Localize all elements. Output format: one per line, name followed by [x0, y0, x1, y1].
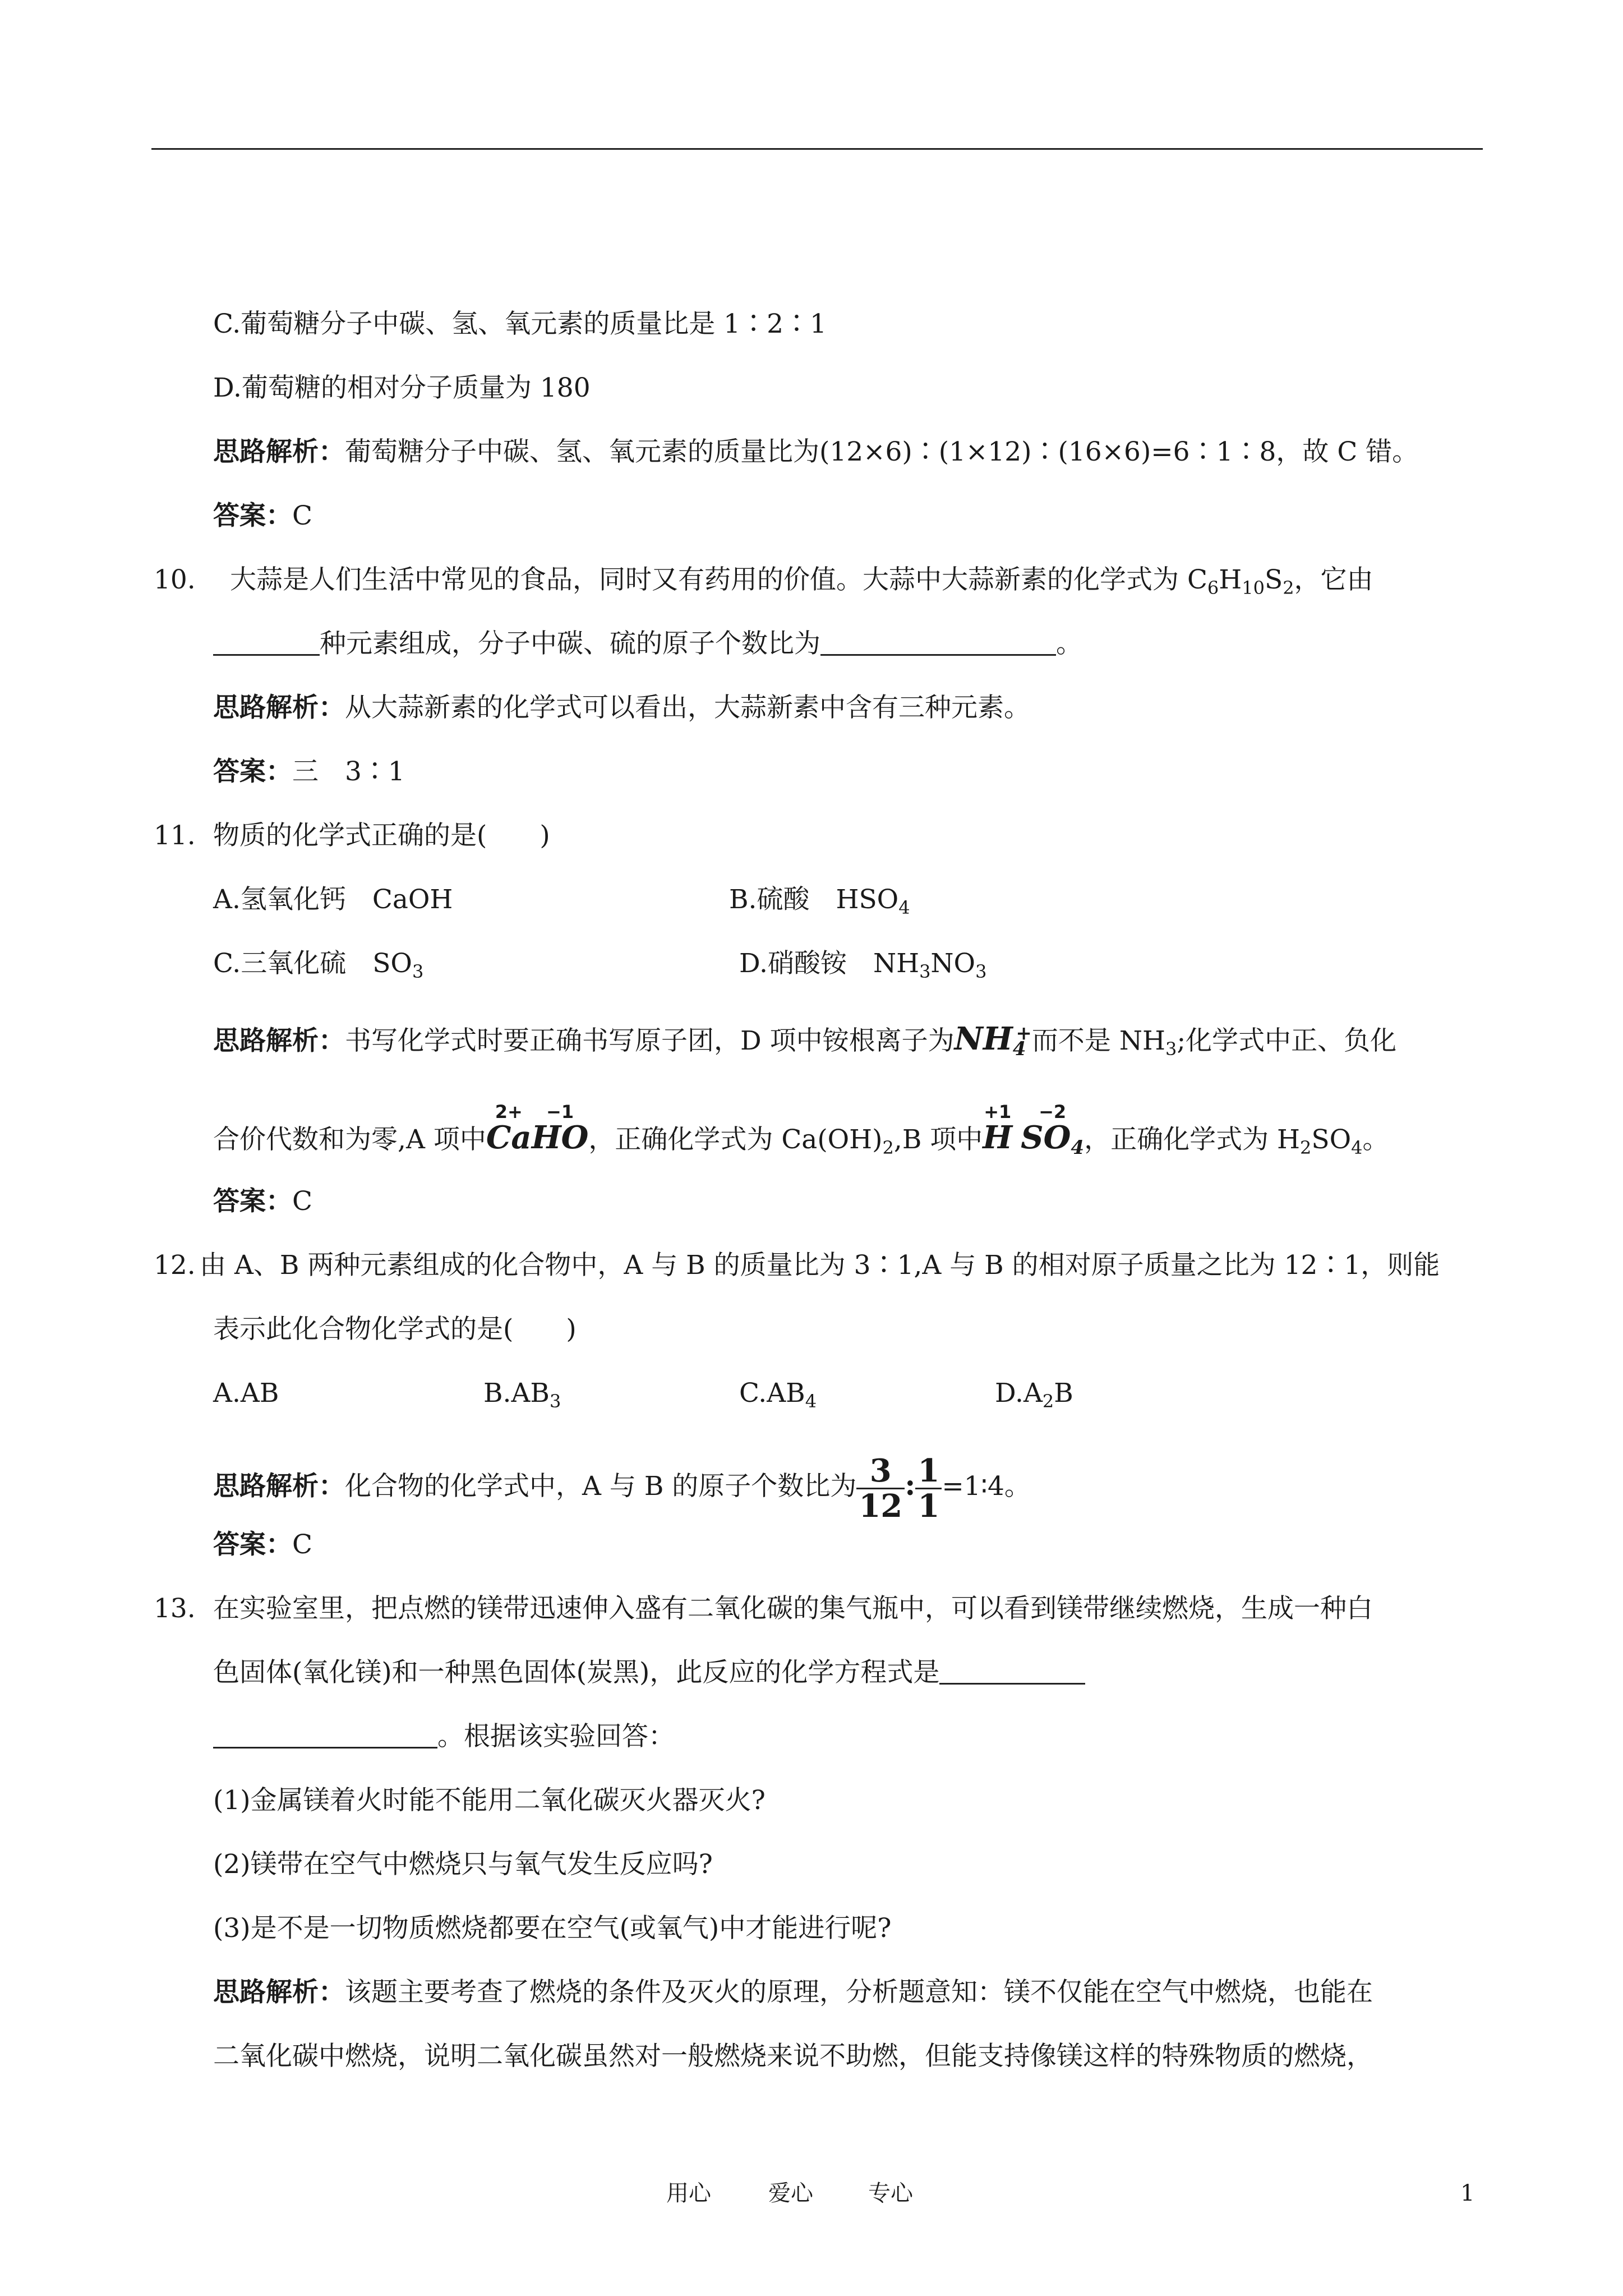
q12-option-b [483, 1377, 561, 1410]
q11-option-d-sub1: 3 [919, 961, 931, 982]
ammonium-sub: 4 [1012, 1038, 1026, 1060]
valence-mark: +1 [984, 1101, 1012, 1122]
answer-label: 答案： [213, 756, 292, 787]
answer-label: 答案： [213, 1529, 292, 1560]
q10-answer [213, 755, 405, 789]
q13-analysis [213, 1976, 1373, 2009]
fraction [915, 1454, 942, 1523]
answer-blank[interactable] [213, 1722, 437, 1749]
answer-text: C [292, 1186, 312, 1217]
q13-stem-line3-text: 。根据该实验回答： [437, 1721, 675, 1752]
fraction-denominator: 12 [859, 1487, 903, 1525]
q12-answer [213, 1528, 312, 1562]
q10-stem-a: 大蒜是人们生活中常见的食品，同时又有药用的价值。大蒜中大蒜新素的化学式为 C [230, 564, 1207, 595]
q13-stem-line3 [213, 1720, 675, 1754]
option-c: C.葡萄糖分子中碳、氢、氧元素的质量比是 1∶2∶1 [213, 309, 827, 339]
q11-option-b-text: B.硫酸 HSO [729, 884, 899, 915]
q10-line2-a: 种元素组成，分子中碳、硫的原子个数比为 [320, 628, 820, 659]
q10-stem-line2 [213, 627, 1082, 661]
q11-option-c [213, 947, 423, 981]
q13-subquestion-2: (2)镁带在空气中燃烧只与氧气发生反应吗? [213, 1849, 713, 1880]
analysis-text: ,B 项中 [893, 1124, 983, 1155]
q13-stem-line2-text: 色固体(氧化镁)和一种黑色固体(炭黑)，此反应的化学方程式是 [213, 1657, 940, 1688]
analysis-sub: 2 [1300, 1137, 1312, 1158]
analysis-text: 葡萄糖分子中碳、氢、氧元素的质量比为(12×6)∶(1×12)∶(16×6)=6∶1∶8，故 C 错。 [345, 436, 1419, 467]
element-symbol: H [983, 1119, 1013, 1156]
sulfate-valence [1021, 1101, 1085, 1159]
footer-slogan-2: 爱心 [768, 2180, 813, 2206]
q12-stem-line2: 表示此化合物化学式的是( ) [213, 1314, 577, 1345]
q12-option-c-text: C.AB [739, 1378, 805, 1409]
analysis-label: 思路解析： [213, 692, 345, 723]
q12-option-d-text: D.A [995, 1378, 1043, 1409]
q12-analysis [213, 1452, 1031, 1523]
analysis-text: 而不是 NH [1031, 1025, 1165, 1056]
analysis-text: ;化学式中正、负化 [1177, 1025, 1397, 1056]
q10-line2-b: 。 [1056, 628, 1082, 659]
q12-option-d [995, 1377, 1073, 1410]
answer-label: 答案： [213, 1186, 292, 1217]
option-d: D.葡萄糖的相对分子质量为 180 [213, 372, 591, 403]
q12-option-d-sub: 2 [1042, 1391, 1054, 1412]
q12-option-c [739, 1377, 817, 1410]
footer-slogan-1: 用心 [666, 2180, 711, 2206]
q9-analysis [213, 435, 1418, 469]
q11-option-c-sub: 3 [412, 961, 424, 982]
answer-blank[interactable] [939, 1658, 1085, 1685]
q12-option-d-text2: B [1054, 1378, 1073, 1409]
ammonium-sup: + [1016, 1022, 1032, 1045]
question-number-13: 13. [154, 1593, 196, 1624]
analysis-text: 书写化学式时要正确书写原子团，D 项中铵根离子为 [345, 1025, 955, 1056]
analysis-text: 从大蒜新素的化学式可以看出，大蒜新素中含有三种元素。 [345, 692, 1030, 723]
q11-option-c-text: C.三氧化硫 SO [213, 948, 412, 979]
valence-mark: −2 [1039, 1101, 1067, 1122]
analysis-text: 合价代数和为零,A 项中 [213, 1124, 486, 1155]
analysis-text: 化合物的化学式中，A 与 B 的原子个数比为 [345, 1471, 857, 1502]
fraction-numerator: 1 [915, 1454, 942, 1489]
q11-analysis-line2 [213, 1101, 1389, 1159]
analysis-label: 思路解析： [213, 1025, 345, 1056]
q10-analysis [213, 691, 1030, 725]
q13-subquestion-3: (3)是不是一切物质燃烧都要在空气(或氧气)中才能进行呢? [213, 1913, 892, 1944]
q11-option-b [729, 883, 910, 917]
q13-analysis-line2: 二氧化碳中燃烧，说明二氧化碳虽然对一般燃烧来说不助燃，但能支持像镁这样的特殊物质的燃烧， [213, 2041, 1373, 2072]
analysis-text: 该题主要考查了燃烧的条件及灭火的原理，分析题意知：镁不仅能在空气中燃烧，也能在 [345, 1977, 1373, 2008]
q13-stem-line2 [213, 1656, 1085, 1690]
element-symbol: Ca [486, 1119, 532, 1156]
hydrogen-valence [983, 1101, 1013, 1156]
q10-stem-c: S [1264, 564, 1283, 595]
q13-subquestion-1: (1)金属镁着火时能不能用二氧化碳灭火器灭火? [213, 1785, 766, 1816]
q13-stem: 在实验室里，把点燃的镁带迅速伸入盛有二氧化碳的集气瓶中，可以看到镁带继续燃烧，生成一种白 [213, 1593, 1373, 1624]
q11-option-d [739, 947, 986, 981]
question-number-10: 10. [154, 564, 196, 595]
answer-blank[interactable] [820, 629, 1056, 656]
q12-option-b-text: B.AB [483, 1378, 550, 1409]
q12-option-b-sub: 3 [549, 1391, 561, 1412]
q12-option-c-sub: 4 [805, 1391, 817, 1412]
answer-blank[interactable] [213, 629, 320, 656]
analysis-text: ，正确化学式为 H [1084, 1124, 1301, 1155]
q12-stem: 由 A、B 两种元素组成的化合物中，A 与 B 的质量比为 3∶1,A 与 B 的相对原子质量之比为 12∶1，则能 [200, 1250, 1440, 1281]
q10-sub1: 6 [1207, 577, 1219, 599]
analysis-text: ，正确化学式为 Ca(OH) [588, 1124, 883, 1155]
ratio-colon: : [905, 1468, 916, 1502]
q11-option-d-sub2: 3 [975, 961, 987, 982]
ammonium-symbol: NH [954, 1020, 1013, 1057]
element-symbol: HO [531, 1119, 589, 1156]
q11-stem: 物质的化学式正确的是( ) [213, 820, 550, 851]
answer-label: 答案： [213, 500, 292, 531]
fraction [856, 1454, 905, 1523]
q11-answer [213, 1185, 312, 1218]
analysis-sub: 4 [1351, 1137, 1363, 1158]
q11-option-b-sub: 4 [898, 897, 910, 918]
fraction-denominator: 1 [917, 1487, 940, 1525]
hydroxide-valence [531, 1101, 589, 1156]
answer-text: 三 3∶1 [292, 756, 405, 787]
analysis-sub: 3 [1165, 1038, 1177, 1060]
q11-analysis [213, 1022, 1396, 1058]
page-number: 1 [1460, 2180, 1475, 2206]
element-sub: 4 [1071, 1137, 1085, 1159]
analysis-label: 思路解析： [213, 436, 345, 467]
fraction-numerator: 3 [856, 1454, 905, 1489]
footer-slogan-3: 专心 [868, 2180, 913, 2206]
analysis-label: 思路解析： [213, 1977, 345, 2008]
q10-stem-b: H [1219, 564, 1242, 595]
analysis-label: 思路解析： [213, 1471, 345, 1502]
ammonium-formula [954, 1020, 1032, 1060]
valence-mark: −1 [546, 1101, 574, 1122]
q12-option-a: A.AB [213, 1378, 279, 1409]
valence-mark: 2+ [495, 1101, 523, 1122]
q10-sub2: 10 [1242, 577, 1265, 599]
analysis-text: SO [1311, 1124, 1352, 1155]
q9-answer [213, 499, 312, 533]
q10-sub3: 2 [1283, 577, 1294, 599]
q11-option-a: A.氢氧化钙 CaOH [213, 884, 453, 915]
element-symbol: SO [1021, 1119, 1071, 1156]
q10-stem [230, 563, 1373, 597]
question-number-12: 12. [154, 1250, 196, 1281]
analysis-text: 。 [1362, 1124, 1389, 1155]
q11-option-d-text: D.硝酸铵 NH [739, 948, 920, 979]
q11-option-d-text2: NO [930, 948, 976, 979]
answer-text: C [292, 1529, 312, 1560]
question-number-11: 11. [154, 820, 196, 851]
analysis-sub: 2 [882, 1137, 894, 1158]
answer-text: C [292, 500, 312, 531]
q10-stem-d: ，它由 [1294, 564, 1373, 595]
analysis-text: =1∶4。 [942, 1471, 1031, 1502]
calcium-valence [486, 1101, 532, 1156]
